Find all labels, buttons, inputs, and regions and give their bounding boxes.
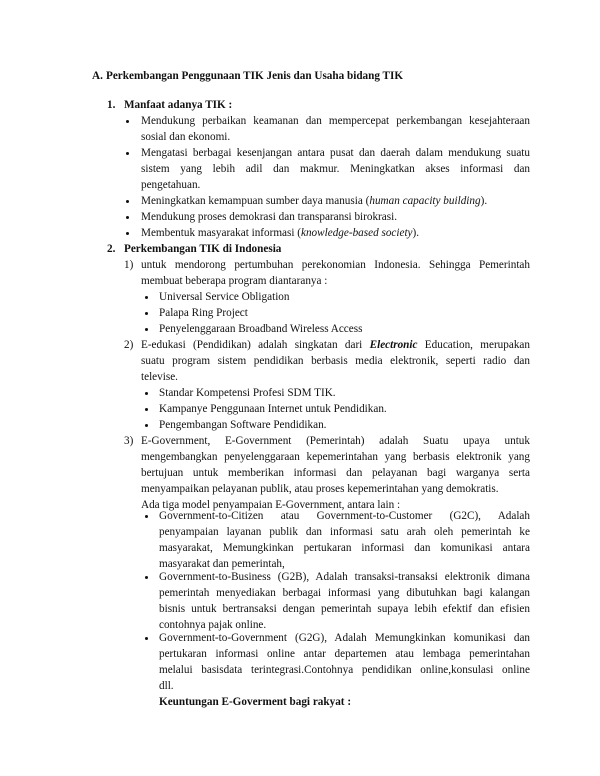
sub2-item-2-label: 2) <box>124 339 134 351</box>
g2g-line-1: Government-to-Government (G2G), Adalah Memungkinkan komunikasi dan <box>159 632 530 644</box>
bullet-icon <box>145 637 148 640</box>
sub2-item-3-label: 3) <box>124 435 134 447</box>
sub1-item-2-line-3: pengetahuan. <box>141 179 201 191</box>
sub1-item-4: Mendukung proses demokrasi dan transparansi birokrasi. <box>141 211 398 223</box>
g2g-line-2: pertukaran informasi online antar departemen atau lembaga pemerintahan <box>159 648 530 660</box>
sub2-item-3-line-2: mengembangkan penyelenggaraan kepemerintahan yang berbasis elektronik yang <box>141 451 530 463</box>
sub1-item-2-line-1: Mengatasi berbagai kesenjangan antara pusat dan daerah dalam mendukung suatu <box>141 147 530 159</box>
g2g-line-4: dll. <box>159 680 174 692</box>
sub2-item-1-bullet-1: Universal Service Obligation <box>159 291 290 303</box>
bullet-icon <box>126 200 129 203</box>
g2c-line-1: Government-to-Citizen atau Government-to-Customer (G2C), Adalah <box>159 510 530 522</box>
bullet-icon <box>126 232 129 235</box>
sub2-item-3-line-4: menyampaikan pelayanan publik, atau proses kepemerintahan yang demokratis. <box>141 483 499 495</box>
bullet-icon <box>145 576 148 579</box>
sub2-item-2-bullet-1: Standar Kompetensi Profesi SDM TIK. <box>159 387 336 399</box>
sub2-item-3-line-1: E-Government, E-Government (Pemerintah) adalah Suatu upaya untuk <box>141 435 530 447</box>
bullet-icon <box>126 152 129 155</box>
g2c-line-3: masyarakat, Memungkinkan pertukaran informasi dan komunikasi antara <box>159 542 530 554</box>
sub2-item-1-bullet-2: Palapa Ring Project <box>159 307 248 319</box>
sub1-item-1-line-2: sosial dan ekonomi. <box>141 131 231 143</box>
sub2-item-2-bullet-2: Kampanye Penggunaan Internet untuk Pendidikan. <box>159 403 387 415</box>
g2b-line-1: Government-to-Business (G2B), Adalah transaksi-transaksi elektronik dimana <box>159 571 530 583</box>
bullet-icon <box>126 120 129 123</box>
sub2-item-1-label: 1) <box>124 259 134 271</box>
sub2-item-3-line-3: bertujuan untuk memberikan informasi dan pelayanan bagi warganya serta <box>141 467 530 479</box>
bullet-icon <box>145 296 148 299</box>
sub1-title: Manfaat adanya TIK : <box>124 99 233 111</box>
section-a-label: A. <box>92 70 103 82</box>
bullet-icon <box>145 312 148 315</box>
sub1-label: 1. <box>107 99 116 111</box>
bullet-icon <box>145 392 148 395</box>
bullet-icon <box>145 424 148 427</box>
sub2-item-2-line-1: E-edukasi (Pendidikan) adalah singkatan dari Electronic Education, merupakan <box>141 339 530 351</box>
sub2-item-2-line-3: televise. <box>141 371 178 383</box>
sub2-item-1-line-2: membuat beberapa program diantaranya : <box>141 275 328 287</box>
sub2-item-1-bullet-3: Penyelenggaraan Broadband Wireless Access <box>159 323 363 335</box>
bullet-icon <box>126 216 129 219</box>
sub1-item-5: Membentuk masyarakat informasi (knowledge-based society). <box>141 227 420 239</box>
section-a-title: Perkembangan Penggunaan TIK Jenis dan Usaha bidang TIK <box>106 70 404 82</box>
g2g-line-3: melalui basisdata terintegrasi.Contohnya pendidikan online,konsulasi online <box>159 664 530 676</box>
g2c-line-4: masyarakat dan pemerintah, <box>159 558 285 570</box>
bullet-icon <box>145 515 148 518</box>
keuntungan-heading: Keuntungan E-Goverment bagi rakyat : <box>159 696 352 708</box>
g2b-line-2: pemerintah menyediakan berbagai informasi yang dibutuhkan bagi kalangan <box>159 587 530 599</box>
sub2-item-2-line-2: suatu program sistem pendidikan berbasis media elektronik, seperti radio dan <box>141 355 530 367</box>
bullet-icon <box>145 328 148 331</box>
sub2-title: Perkembangan TIK di Indonesia <box>124 243 282 255</box>
g2b-line-4: contohnya pajak online. <box>159 619 267 631</box>
bullet-icon <box>145 408 148 411</box>
g2c-line-2: penyampaian layanan publik dan informasi satu arah oleh pemerintah ke <box>159 526 530 538</box>
sub1-item-1-line-1: Mendukung perbaikan keamanan dan mempercepat perkembangan kesejahteraan <box>141 115 530 127</box>
sub1-item-2-line-2: sistem yang lebih adil dan makmur. Meningkatkan akses informasi dan <box>141 163 530 175</box>
sub2-item-2-bullet-3: Pengembangan Software Pendidikan. <box>159 419 327 431</box>
sub2-item-1-line-1: untuk mendorong pertumbuhan perekonomian Indonesia. Sehingga Pemerintah <box>141 259 530 271</box>
sub1-item-3: Meningkatkan kemampuan sumber daya manusia (human capacity building). <box>141 195 488 207</box>
g2b-line-3: bisnis untuk bertransaksi dengan pemerintah supaya lebih efektif dan efisien <box>159 603 530 615</box>
sub2-label: 2. <box>107 243 116 255</box>
sub2-item-3-line-5: Ada tiga model penyampaian E-Government, antara lain : <box>141 499 401 511</box>
